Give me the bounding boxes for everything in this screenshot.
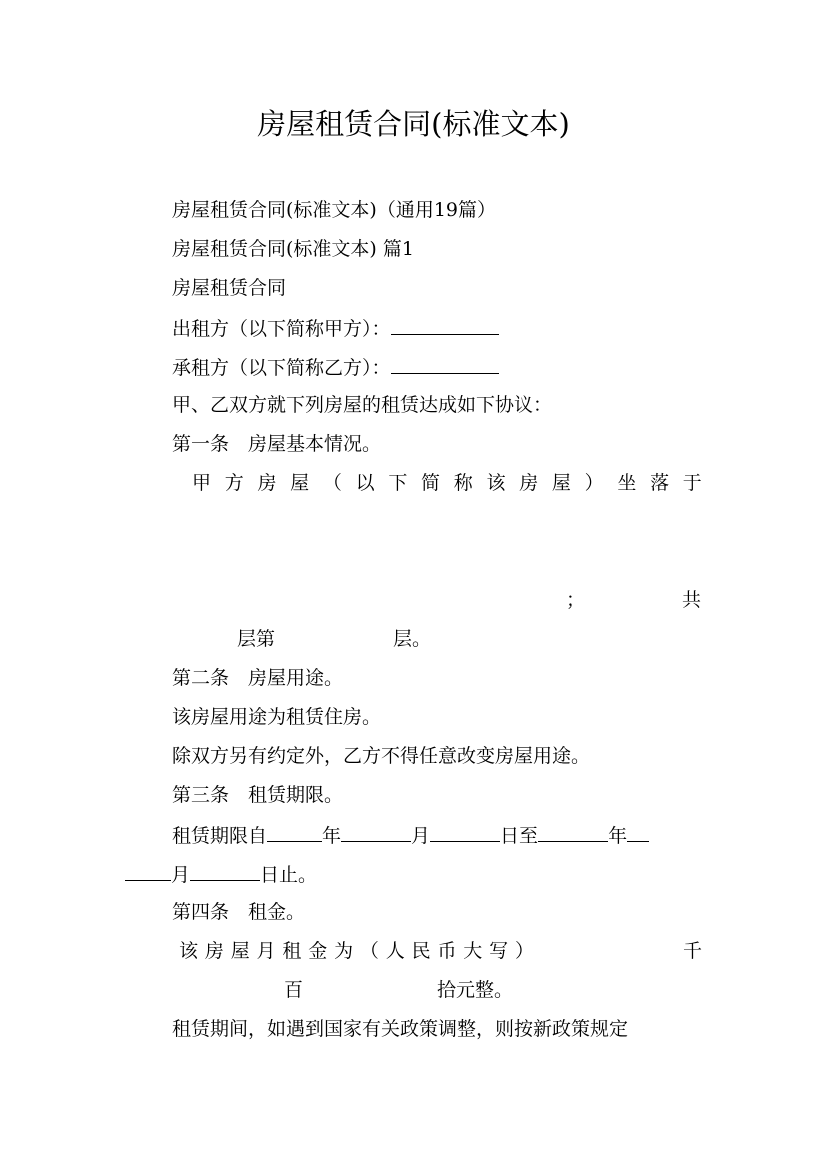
end-day-blank[interactable] bbox=[190, 860, 260, 881]
part-heading: 房屋租赁合同(标准文本) 篇1 bbox=[172, 238, 414, 260]
start-day-blank[interactable] bbox=[430, 821, 500, 842]
article-1-semicolon: ； bbox=[566, 589, 586, 611]
document-title: 房屋租赁合同(标准文本) bbox=[257, 107, 570, 141]
article-2-heading: 第二条 房屋用途。 bbox=[172, 667, 344, 689]
article-4-thousand: 千 bbox=[683, 940, 703, 962]
start-month-blank[interactable] bbox=[341, 821, 411, 842]
article-4-policy-line: 租赁期间，如遇到国家有关政策调整，则按新政策规定 bbox=[172, 1018, 629, 1040]
end-month-blank-part2[interactable] bbox=[125, 860, 171, 881]
article-1-floor-b: 层。 bbox=[393, 628, 432, 650]
article-3-heading: 第三条 租赁期限。 bbox=[172, 784, 344, 806]
article-4-heading: 第四条 租金。 bbox=[172, 901, 306, 923]
contract-name: 房屋租赁合同 bbox=[172, 277, 287, 299]
article-1-heading: 第一条 房屋基本情况。 bbox=[172, 433, 382, 455]
document-subtitle: 房屋租赁合同(标准文本)（通用19篇） bbox=[172, 199, 497, 221]
article-1-total: 共 bbox=[682, 589, 702, 611]
article-3-term-line-2: 月 日止。 bbox=[125, 860, 317, 888]
article-2-line-2: 除双方另有约定外，乙方不得任意改变房屋用途。 bbox=[172, 745, 591, 767]
article-1-floor-a: 层第 bbox=[237, 628, 276, 650]
article-2-line-1: 该房屋用途为租赁住房。 bbox=[172, 706, 382, 728]
start-year-blank[interactable] bbox=[267, 821, 322, 842]
lessee-blank[interactable] bbox=[391, 353, 499, 374]
article-4-rent-line: 该 房 屋 月 租 金 为 （ 人 民 币 大 写 ） bbox=[179, 940, 534, 962]
lessee-line bbox=[172, 353, 499, 381]
end-month-blank-part1[interactable] bbox=[627, 821, 649, 842]
article-1-location-line: 甲 方 房 屋 （ 以 下 简 称 该 房 屋 ） 坐 落 于 bbox=[192, 472, 702, 494]
agreement-line: 甲、乙双方就下列房屋的租赁达成如下协议： bbox=[172, 394, 553, 416]
end-year-blank[interactable] bbox=[538, 821, 608, 842]
article-3-term-line: 租赁期限自 年 月 日至 年 bbox=[172, 821, 649, 849]
lessee-label: 承租方（以下简称乙方）： bbox=[172, 357, 391, 379]
lessor-label: 出租方（以下简称甲方）： bbox=[172, 318, 391, 340]
article-4-hundred: 百 bbox=[284, 979, 304, 1001]
lessor-blank[interactable] bbox=[391, 314, 499, 335]
lessor-line bbox=[172, 314, 499, 342]
article-4-ten: 拾元整。 bbox=[437, 979, 514, 1001]
